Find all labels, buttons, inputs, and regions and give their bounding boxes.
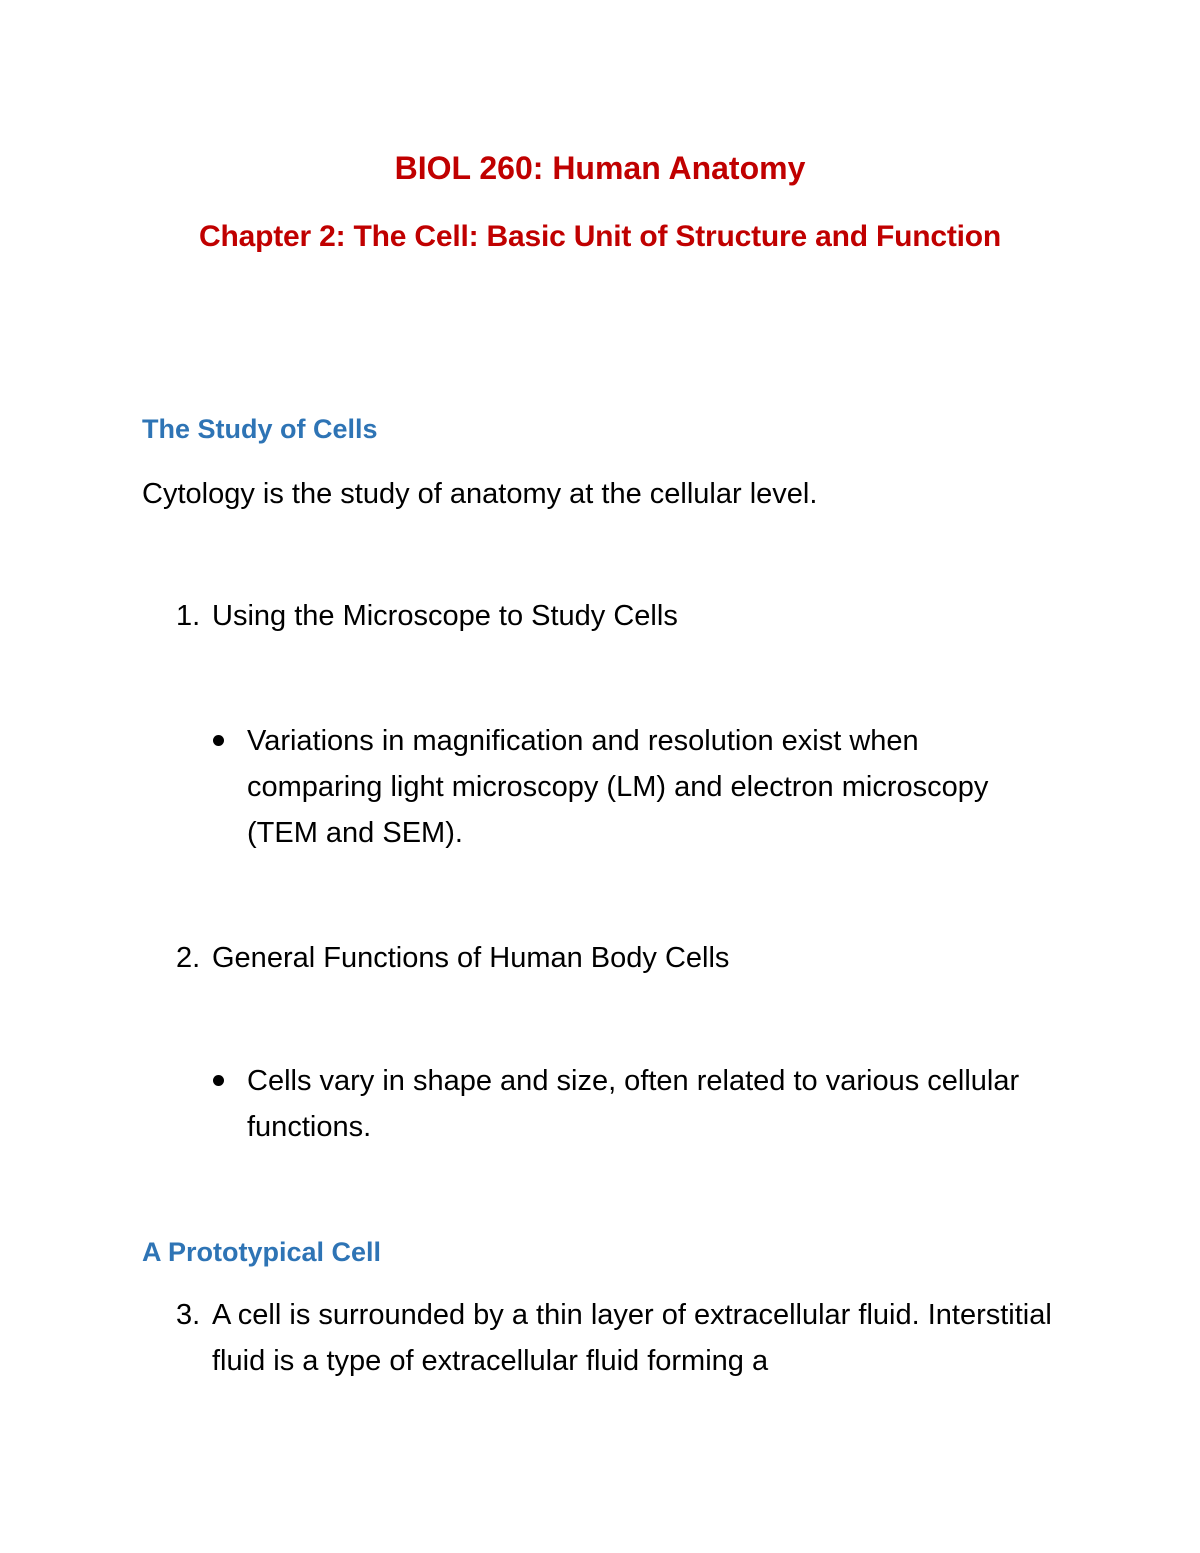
- bullet-dot-icon: [213, 735, 224, 746]
- numbered-item-1: [176, 593, 678, 639]
- item-number: 3.: [176, 1299, 201, 1331]
- section-heading-study-of-cells: The Study of Cells: [142, 414, 378, 444]
- numbered-item-2: [176, 935, 729, 981]
- item-text: A cell is surrounded by a thin layer of extracellular fluid. Interstitial fluid is a type of extracellular fluid forming a: [212, 1299, 1052, 1377]
- item-text: General Functions of Human Body Cells: [212, 942, 730, 974]
- section-heading-prototypical-cell: A Prototypical Cell: [142, 1237, 382, 1267]
- bullet-item-2: [210, 1058, 1040, 1154]
- item-text: Using the Microscope to Study Cells: [212, 600, 678, 632]
- bullet-text: Cells vary in shape and size, often related to various cellular functions.: [247, 1065, 1020, 1143]
- chapter-title: Chapter 2: The Cell: Basic Unit of Structure and Function: [199, 220, 1001, 253]
- item-number: 1.: [176, 600, 201, 632]
- bullet-text: Variations in magnification and resolution exist when comparing light microscopy (LM) and electron microscopy (TEM and SEM).: [247, 725, 989, 849]
- bullet-item-1: [210, 718, 1040, 858]
- bullet-dot-icon: [213, 1075, 224, 1086]
- course-title: BIOL 260: Human Anatomy: [394, 150, 806, 186]
- item-number: 2.: [176, 942, 201, 974]
- section-intro-paragraph: Cytology is the study of anatomy at the cellular level.: [142, 478, 818, 510]
